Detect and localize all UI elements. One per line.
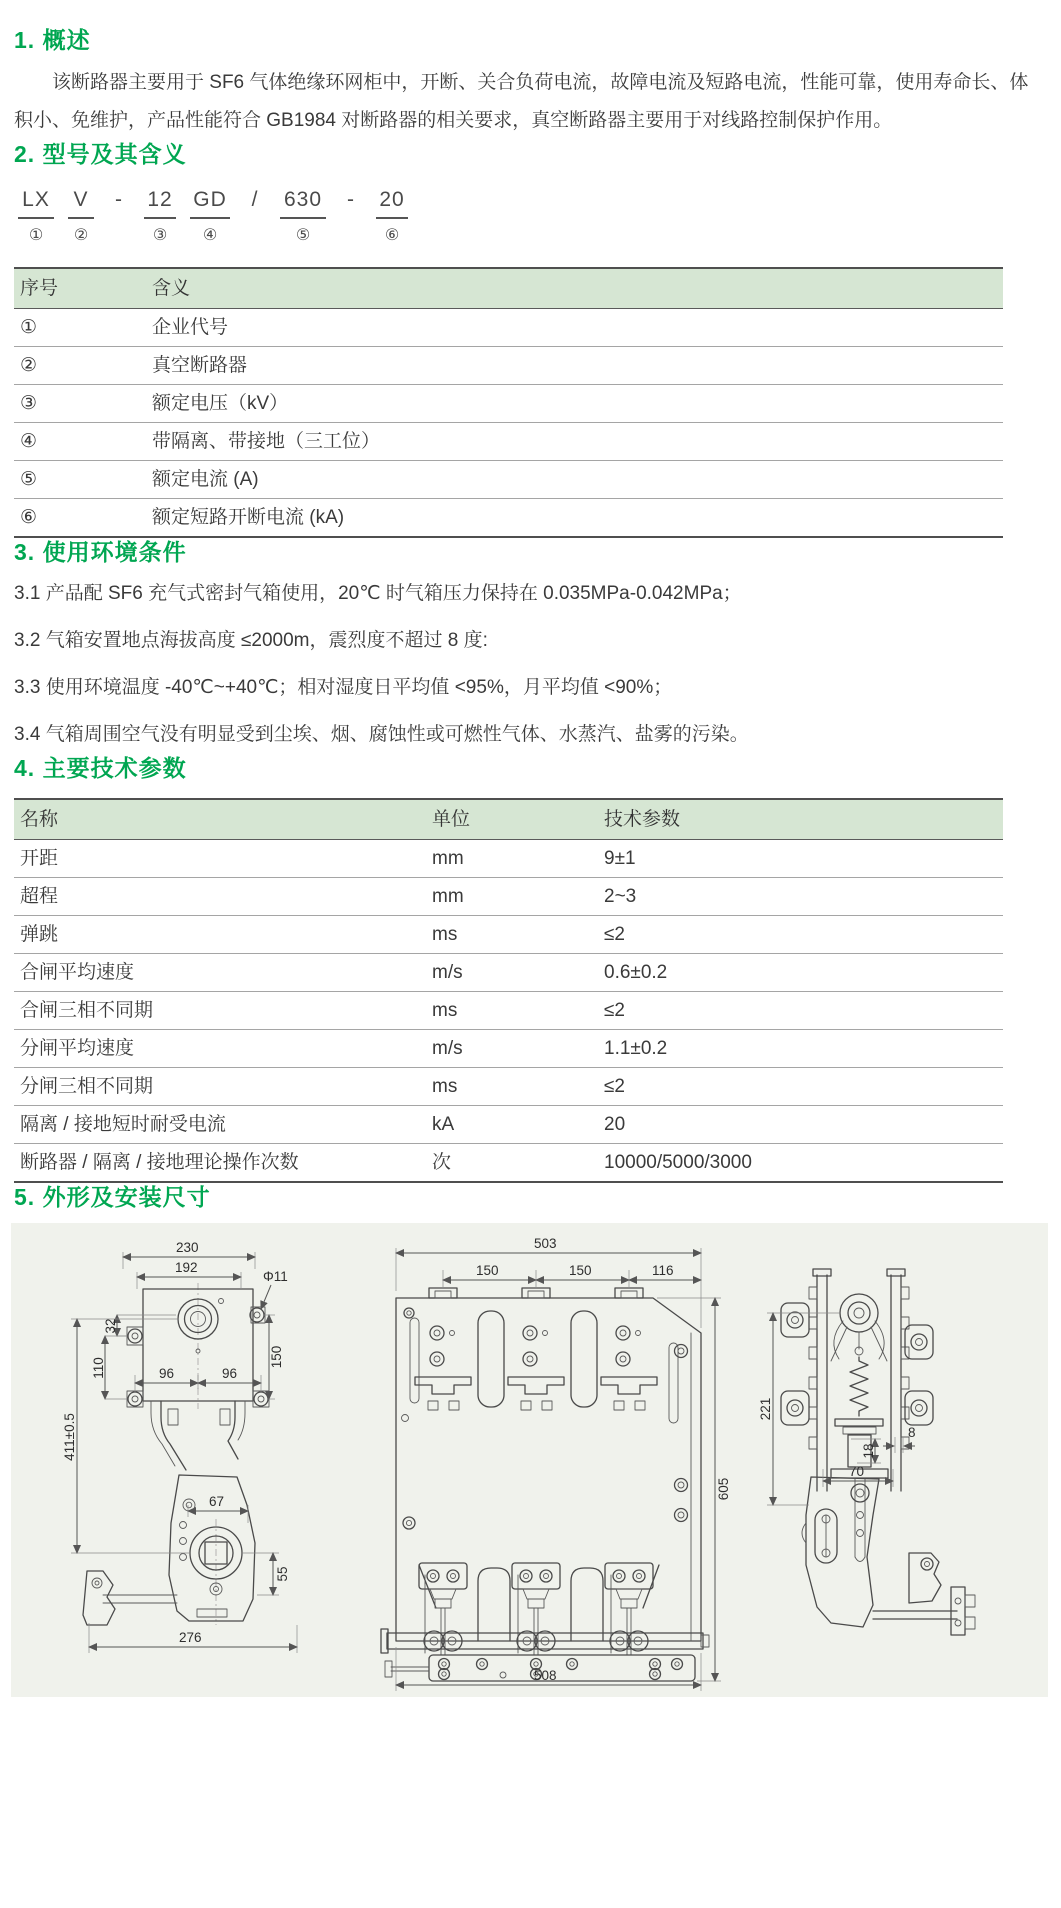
model-part	[68, 188, 94, 245]
dim-label: 150	[269, 1345, 284, 1369]
model-part-text: GD	[193, 188, 227, 211]
model-underline	[190, 217, 230, 219]
model-separator	[340, 188, 362, 243]
table-row	[14, 499, 1003, 538]
model-part-text: 630	[283, 188, 323, 211]
cell-value: 0.6±0.2	[598, 954, 1003, 992]
table-row	[14, 1106, 1003, 1144]
cell-name: 隔离 / 接地短时耐受电流	[14, 1106, 426, 1144]
dim-label: 276	[179, 1630, 202, 1645]
cell-unit: kA	[426, 1106, 598, 1144]
table-row	[14, 840, 1003, 878]
cell-unit: m/s	[426, 1030, 598, 1068]
cell-name: 合闸平均速度	[14, 954, 426, 992]
cell-index: ③	[14, 385, 146, 423]
model-part-text: 12	[147, 188, 173, 211]
model-separator	[244, 188, 266, 243]
dim-label: 221	[758, 1397, 773, 1421]
cell-name: 分闸三相不同期	[14, 1068, 426, 1106]
cell-unit: 次	[432, 1152, 452, 1173]
column-header: 单位	[426, 799, 598, 840]
dim-label: 508	[534, 1668, 557, 1683]
cell-name: 合闸三相不同期	[14, 992, 426, 1030]
cell-index: ④	[14, 423, 146, 461]
dim-label: 96	[159, 1366, 175, 1381]
table-header-row	[14, 799, 1003, 840]
section-1-title: 1. 概述	[14, 27, 91, 53]
model-part-text: LX	[22, 188, 50, 211]
dim-label: 150	[569, 1263, 592, 1278]
model-part-number: ⑤	[295, 227, 311, 244]
table-row	[14, 1030, 1003, 1068]
cell-name: 断路器 / 隔离 / 接地理论操作次数	[20, 1152, 299, 1173]
model-part-text: -	[115, 188, 123, 211]
cell-meaning: 企业代号	[146, 309, 1003, 347]
cell-unit: mm	[426, 840, 598, 878]
table-row	[14, 309, 1003, 347]
column-header: 名称	[14, 799, 426, 840]
cell-meaning: 额定电压（kV）	[146, 385, 1003, 423]
model-part	[280, 188, 326, 245]
model-part	[18, 188, 54, 245]
model-designation	[18, 188, 1047, 245]
cell-value: ≤2	[598, 916, 1003, 954]
cell-value: 20	[598, 1106, 1003, 1144]
cell-value: ≤2	[598, 1068, 1003, 1106]
model-underline	[18, 217, 54, 219]
cell-index: ①	[14, 309, 146, 347]
dim-label: 18	[861, 1443, 876, 1459]
cell-value: 9±1	[598, 840, 1003, 878]
cell-unit: ms	[426, 992, 598, 1030]
model-underline	[376, 217, 408, 219]
cell-name: 超程	[14, 878, 426, 916]
table-row	[14, 954, 1003, 992]
model-separator	[108, 188, 130, 243]
model-underline	[144, 217, 176, 219]
cell-unit: ms	[426, 1068, 598, 1106]
dim-label: 96	[222, 1366, 238, 1381]
table-row	[14, 1144, 1003, 1183]
dim-label: 8	[908, 1425, 916, 1440]
env-condition-item: 3.2 气箱安置地点海拔高度 ≤2000m，震烈度不超过 8 度:	[14, 630, 488, 651]
table-row	[14, 992, 1003, 1030]
model-part-text: 20	[379, 188, 405, 211]
column-header: 序号	[14, 268, 146, 309]
env-condition-item: 3.3 使用环境温度 -40℃~+40℃；相对湿度日平均值 <95%，月平均值 <90%；	[14, 677, 673, 698]
cell-value: 10000/5000/3000	[604, 1152, 752, 1173]
model-part-text: /	[251, 188, 259, 211]
table-row	[14, 916, 1003, 954]
cell-value: 1.1±0.2	[598, 1030, 1003, 1068]
section-4-title: 4. 主要技术参数	[14, 755, 187, 781]
section-5-title: 5. 外形及安装尺寸	[14, 1184, 211, 1210]
cell-unit: ms	[426, 916, 598, 954]
section-3-title: 3. 使用环境条件	[14, 539, 187, 565]
drawing-side-view-right	[758, 1269, 975, 1635]
cell-meaning: 带隔离、带接地（三工位）	[146, 423, 1003, 461]
cell-index: ⑥	[20, 507, 38, 528]
env-condition-item: 3.4 气箱周围空气没有明显受到尘埃、烟、腐蚀性或可燃性气体、水蒸汽、盐雾的污染。	[14, 724, 749, 745]
model-part	[144, 188, 176, 245]
dim-label: 150	[476, 1263, 499, 1278]
table-row	[14, 1068, 1003, 1106]
cell-name: 开距	[14, 840, 426, 878]
dim-label: 411±0.5	[62, 1413, 77, 1461]
dim-label: 70	[849, 1464, 865, 1479]
dimension-drawings-panel	[11, 1223, 1048, 1697]
dim-label: 503	[534, 1236, 557, 1251]
cell-name: 弹跳	[14, 916, 426, 954]
cell-index: ②	[14, 347, 146, 385]
cell-meaning: 额定电流 (A)	[146, 461, 1003, 499]
cell-value: 2~3	[598, 878, 1003, 916]
dim-label: 55	[275, 1566, 290, 1582]
model-part	[190, 188, 230, 245]
technical-parameters-table	[14, 798, 1003, 1183]
model-part-text: -	[347, 188, 355, 211]
table-row	[14, 385, 1003, 423]
table-header-row	[14, 268, 1003, 309]
table-row	[14, 347, 1003, 385]
section-2-title: 2. 型号及其含义	[14, 141, 187, 167]
cell-index: ⑤	[14, 461, 146, 499]
dim-label: 116	[652, 1263, 674, 1278]
table-row	[14, 423, 1003, 461]
cell-name: 分闸平均速度	[14, 1030, 426, 1068]
dim-label: 230	[176, 1240, 199, 1255]
model-underline	[68, 217, 94, 219]
drawing-side-view-left	[62, 1240, 297, 1653]
dim-label: 192	[175, 1260, 198, 1275]
cell-value: ≤2	[598, 992, 1003, 1030]
column-header: 技术参数	[598, 799, 1003, 840]
dim-label: 32	[103, 1318, 118, 1334]
overview-paragraph: 该断路器主要用于 SF6 气体绝缘环网柜中，开断、关合负荷电流，故障电流及短路电流，性能可靠，使用寿命长、体积小、免维护，产品性能符合 GB1984 对断路器的相关要求，真空断路器主要用于对线路控制保护作用。	[14, 72, 1029, 131]
dim-label: 110	[91, 1357, 106, 1379]
drawing-front-view	[381, 1236, 731, 1691]
column-header: 含义	[146, 268, 1003, 309]
table-row	[14, 878, 1003, 916]
model-part-number: ③	[152, 227, 168, 244]
model-part-number: ④	[202, 227, 218, 244]
cell-meaning: 真空断路器	[146, 347, 1003, 385]
dim-label: Φ11	[263, 1269, 288, 1284]
technical-drawing	[11, 1223, 1048, 1697]
model-part-text: V	[73, 188, 89, 211]
model-meaning-table	[14, 267, 1003, 538]
dim-label: 605	[716, 1477, 731, 1501]
dim-label: 67	[209, 1494, 225, 1509]
env-condition-item: 3.1 产品配 SF6 充气式密封气箱使用，20℃ 时气箱压力保持在 0.035MPa-0.042MPa；	[14, 583, 742, 604]
table-row	[14, 461, 1003, 499]
model-part-number: ②	[73, 227, 89, 244]
model-part	[376, 188, 408, 245]
cell-unit: mm	[426, 878, 598, 916]
model-underline	[280, 217, 326, 219]
model-part-number: ①	[28, 227, 44, 244]
cell-meaning: 额定短路开断电流 (kA)	[152, 507, 345, 528]
cell-unit: m/s	[426, 954, 598, 992]
model-part-number: ⑥	[384, 227, 400, 244]
